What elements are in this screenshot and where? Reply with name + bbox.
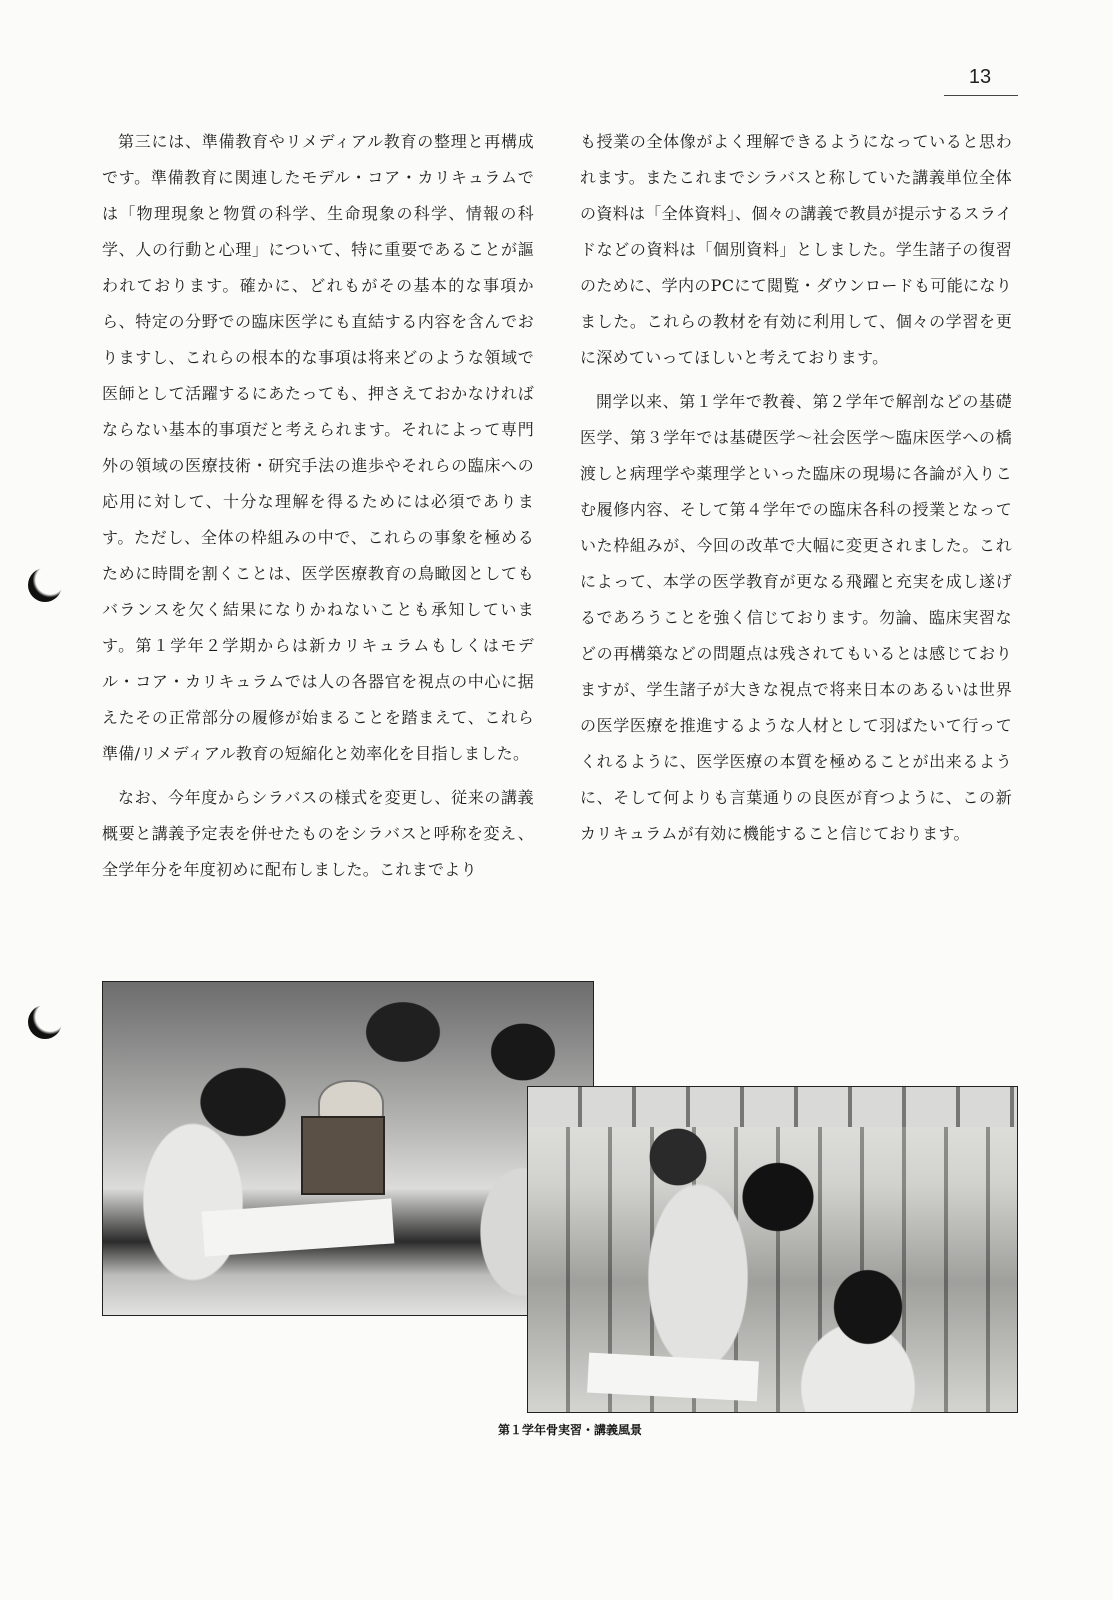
paragraph: 第三には、準備教育やリメディアル教育の整理と再構成です。準備教育に関連したモデル・コア・カリキュラムでは「物理現象と物質の科学、生命現象の科学、情報の科学、人の行動と心理」について、特に重要であることが謳われております。確かに、どれもがその基本的な事項から、特定の分野での臨床医学にも直結する内容を含んでおりますし、これらの根本的な事項は将来どのような領域で医師として活躍するにあたっても、押さえておかなければならない基本的事項だと考えられます。それによって専門外の領域の医療技術・研究手法の進歩やそれらの臨床への応用に対して、十分な理解を得るためには必須であります。ただし、全体の枠組みの中で、これらの事象を極めるために時間を割くことは、医学医療教育の鳥瞰図としてもバランスを欠く結果になりかねないことも承知しています。第１学年２学期からは新カリキュラムもしくはモデル・コア・カリキュラムでは人の各器官を視点の中心に据えたその正常部分の履修が始まることを踏まえて、これら準備/リメディアル教育の短縮化と効率化を目指しました。 — [102, 132, 534, 763]
page-number: 13 — [968, 66, 992, 88]
classroom-windows — [528, 1087, 1017, 1127]
photo-bone-practice — [102, 981, 594, 1316]
right-text-column — [580, 124, 1012, 860]
paragraph: なお、今年度からシラバスの様式を変更し、従来の講義概要と講義予定表を併せたものをシラバスと呼称を変え、全学年分を年度初めに配布しました。これまでより — [102, 788, 534, 879]
left-text-column — [102, 124, 534, 896]
paragraph-continued: も授業の全体像がよく理解できるようになっていると思われます。またこれまでシラバスと称していた講義単位全体の資料は「全体資料」、個々の講義で教員が提示するスライドなどの資料は「個別資料」としました。学生諸子の復習のために、学内のPCにて閲覧・ダウンロードも可能になりました。これらの教材を有効に利用して、個々の学習を更に深めていってほしいと考えております。 — [580, 132, 1012, 367]
paragraph: 開学以来、第１学年で教養、第２学年で解剖などの基礎医学、第３学年では基礎医学～社会医学～臨床医学への橋渡しと病理学や薬理学といった臨床の現場に各論が入りこむ履修内容、そして第４学年での臨床各科の授業となっていた枠組みが、今回の改革で大幅に変更されました。これによって、本学の医学教育が更なる飛躍と充実を成し遂げるであろうことを強く信じております。勿論、臨床実習などの再構築などの問題点は残されてもいるとは感じておりますが、学生諸子が大きな視点で将来日本のあるいは世界の医学医療を推進するような人材として羽ばたいて行ってくれるように、医学医療の本質を極めることが出来るように、そして何よりも言葉通りの良医が育つように、この新カリキュラムが有効に機能すること信じております。 — [580, 392, 1012, 843]
handout — [587, 1353, 759, 1402]
binder-hole-upper — [28, 568, 62, 602]
binder-hole-lower — [28, 1005, 62, 1039]
photo-lecture-scene — [527, 1086, 1018, 1413]
specimen-box — [301, 1116, 385, 1195]
page-number-rule — [944, 95, 1018, 96]
figure-caption: 第１学年骨実習・講義風景 — [497, 1423, 642, 1437]
worksheet — [202, 1198, 395, 1256]
